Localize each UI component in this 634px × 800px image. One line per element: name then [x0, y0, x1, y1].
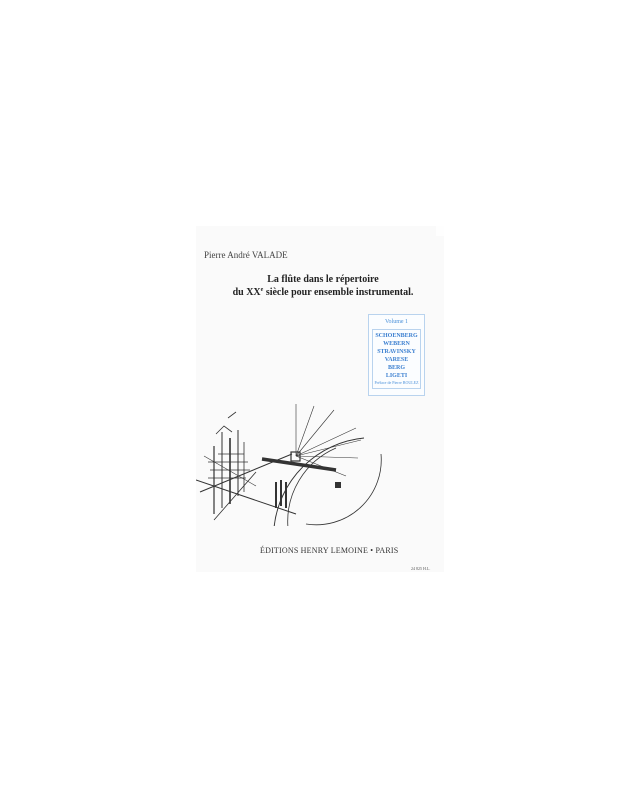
volume-label: Volume 1: [384, 319, 409, 325]
artwork-square: [291, 452, 300, 461]
artwork-ray: [296, 428, 356, 456]
artwork-ray: [296, 410, 334, 456]
title-line-2: [228, 286, 418, 299]
composer-item: VARESE: [384, 357, 409, 363]
title-line-2-end: siècle pour ensemble instrumental.: [263, 287, 414, 298]
title-line-2-start: du XX: [232, 287, 261, 298]
composer-list: [372, 329, 421, 389]
preface-credit: Préface de Pierre BOULEZ: [374, 380, 419, 385]
artwork-mark: [216, 426, 232, 434]
artwork-ray: [296, 456, 358, 458]
abstract-line-artwork: [196, 396, 396, 526]
catalog-number: 24 825 H.L.: [411, 566, 431, 571]
composer-item: BERG: [387, 365, 405, 371]
volume-box: [368, 314, 425, 396]
artwork-block: [335, 482, 341, 488]
composer-item: WEBERN: [383, 341, 410, 347]
composer-item: STRAVINSKY: [377, 349, 416, 355]
title-superscript: e: [260, 287, 264, 293]
artwork-ray: [296, 406, 314, 456]
artwork-mark: [228, 412, 236, 418]
artwork-arc: [274, 438, 364, 526]
publisher-imprint: ÉDITIONS HENRY LEMOINE • PARIS: [260, 546, 399, 555]
title-line-1: La flûte dans le répertoire: [267, 274, 379, 285]
artwork-arc: [288, 448, 336, 526]
artwork-line: [214, 472, 256, 520]
composer-item: LIGETI: [385, 373, 408, 379]
composer-item: SCHOENBERG: [375, 333, 418, 339]
book-title: [228, 273, 418, 299]
author-name: Pierre André VALADE: [204, 250, 288, 260]
artwork-ray: [296, 440, 361, 456]
